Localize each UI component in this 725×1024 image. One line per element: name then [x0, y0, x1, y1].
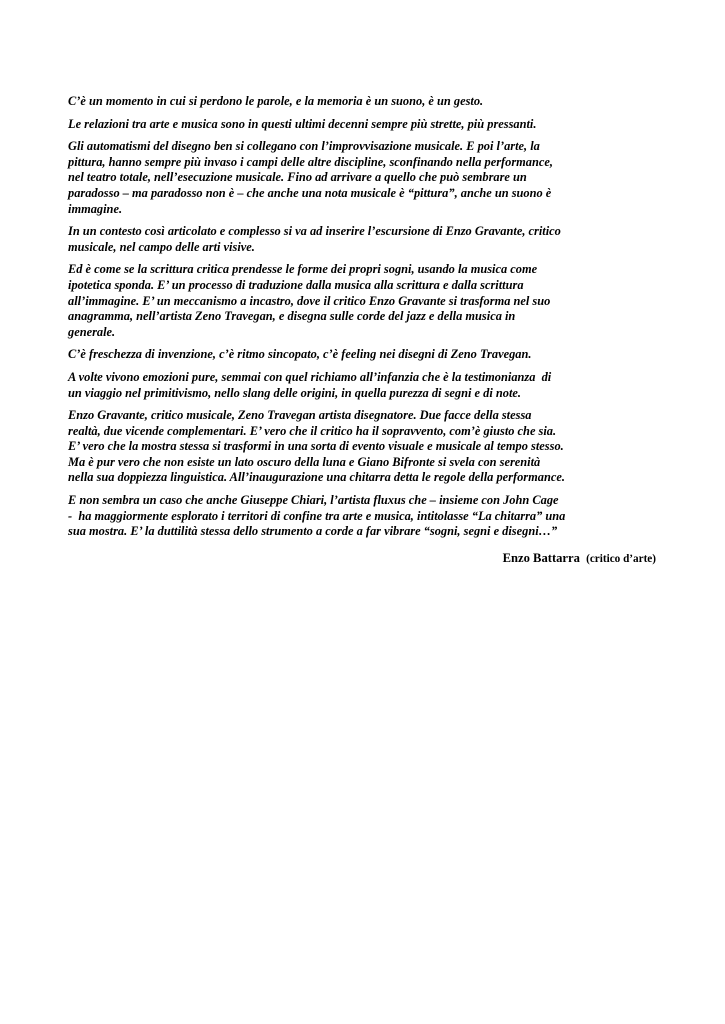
signature: [68, 551, 658, 568]
paragraph-line: Ma è pur vero che non esiste un lato oscuro della luna e Giano Bifronte si svela con serenità: [68, 454, 541, 469]
author-role: (critico d’arte): [586, 552, 656, 565]
paragraph-line: E non sembra un caso che anche Giuseppe Chiari, l’artista fluxus che – insieme con John Cage: [68, 493, 559, 508]
paragraph-line: paradosso – ma paradosso non è – che anche una nota musicale è “pittura”, anche un suono è: [68, 185, 552, 200]
paragraph-line: ipotetica sponda. E’ un processo di traduzione dalla musica alla scrittura e dalla scrittura: [68, 277, 524, 292]
paragraph-line: anagramma, nell’artista Zeno Travegan, e disegna sulle corde del jazz e della musica in: [68, 309, 516, 324]
paragraph-line: all’immagine. E’ un meccanismo a incastro, dove il critico Enzo Gravante si trasforma nel suo: [68, 293, 551, 308]
essay-paragraph: [68, 370, 658, 401]
paragraph-line: immagine.: [68, 201, 123, 216]
paragraph-line: pittura, hanno sempre più invaso i campi delle altre discipline, sconfinando nella performance,: [68, 154, 553, 169]
essay-paragraph: [68, 117, 658, 133]
paragraph-line: musicale, nel campo delle arti visive.: [68, 239, 255, 254]
paragraph-line: A volte vivono emozioni pure, semmai con quel richiamo all’infanzia che è la testimonianza di: [68, 369, 552, 384]
essay-paragraph: [68, 224, 658, 255]
paragraph-line: sua mostra. E’ la duttilità stessa dello strumento a corde a far vibrare “sogni, segni e disegni…”: [68, 524, 558, 539]
paragraph-line: In un contesto così articolato e complesso si va ad inserire l’escursione di Enzo Gravante, critico: [68, 224, 561, 239]
paragraph-line: Le relazioni tra arte e musica sono in questi ultimi decenni sempre più strette, più pressanti.: [68, 116, 537, 131]
essay-paragraph: [68, 408, 658, 486]
paragraph-line: nella sua doppiezza linguistica. All’inaugurazione una chitarra detta le regole della performance.: [68, 470, 565, 485]
paragraph-line: Gli automatismi del disegno ben si collegano con l’improvvisazione musicale. E poi l’arte, la: [68, 139, 540, 154]
essay-paragraph: [68, 262, 658, 340]
paragraph-line: generale.: [68, 324, 116, 339]
paragraph-line: nel teatro totale, nell’esecuzione musicale. Fino ad arrivare a quello che può sembrare un: [68, 170, 527, 185]
paragraph-line: un viaggio nel primitivismo, nello slang delle origini, in quella purezza di segni e di note.: [68, 385, 521, 400]
paragraph-line: C’è un momento in cui si perdono le parole, e la memoria è un suono, è un gesto.: [68, 94, 484, 108]
author-name: Enzo Battarra: [502, 550, 580, 565]
essay-paragraph: [68, 139, 658, 217]
paragraph-line: C’è freschezza di invenzione, c’è ritmo sincopato, c’è feeling nei disegni di Zeno Travegan.: [68, 347, 532, 362]
essay-paragraph: [68, 347, 658, 363]
document-page: [68, 94, 658, 567]
essay-body: [68, 94, 658, 540]
essay-paragraph: [68, 493, 658, 540]
paragraph-line: realtà, due vicende complementari. E’ vero che il critico ha il sopravvento, com’è giusto che sia.: [68, 423, 557, 438]
paragraph-line: - ha maggiormente esplorato i territori di confine tra arte e musica, intitolasse “La chitarra” una: [68, 508, 566, 523]
paragraph-line: Ed è come se la scrittura critica prendesse le forme dei propri sogni, usando la musica come: [68, 262, 538, 277]
paragraph-line: Enzo Gravante, critico musicale, Zeno Travegan artista disegnatore. Due facce della stessa: [68, 408, 532, 423]
essay-paragraph: [68, 94, 658, 110]
paragraph-line: E’ vero che la mostra stessa si trasformi in una sorta di evento visuale e musicale al tempo stesso.: [68, 439, 564, 454]
